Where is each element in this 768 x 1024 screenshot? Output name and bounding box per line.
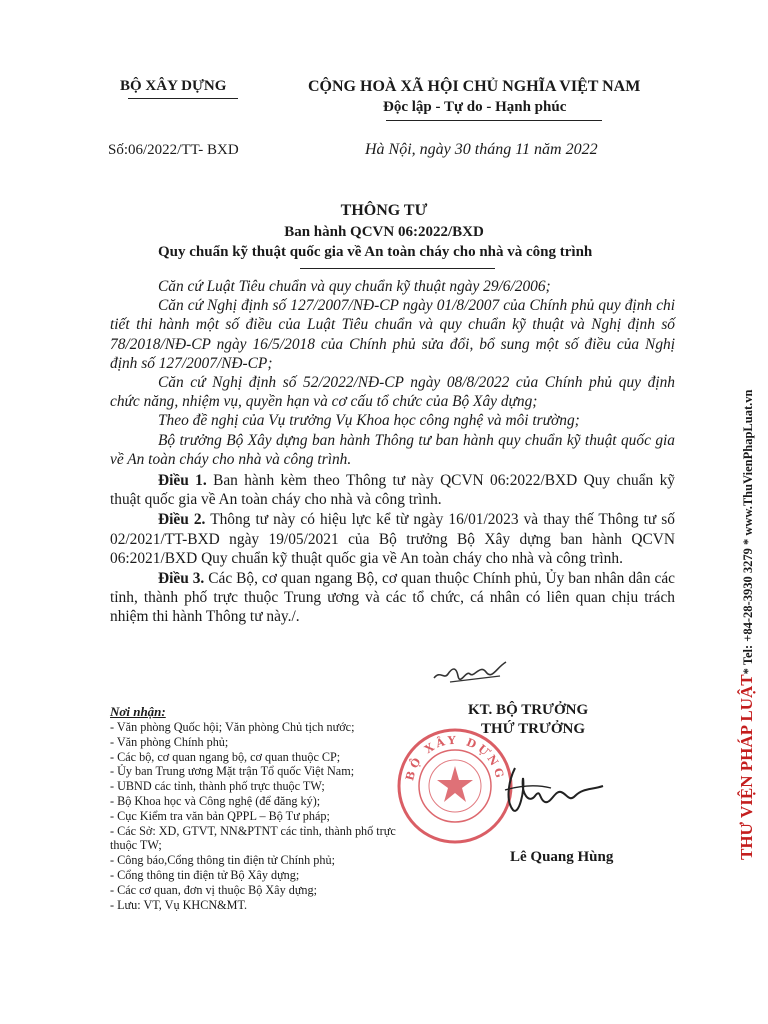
organization-underline	[128, 98, 238, 99]
article-1	[110, 471, 675, 509]
list-item: - Cục Kiểm tra văn bản QPPL – Bộ Tư pháp;	[110, 808, 330, 823]
document-number: Số:06/2022/TT- BXD	[108, 142, 239, 158]
list-item: - Văn phòng Quốc hội; Văn phòng Chủ tịch nước;	[110, 720, 355, 734]
title-line-2: Quy chuẩn kỹ thuật quốc gia về An toàn cháy cho nhà và công trình	[158, 244, 593, 260]
article-text: Thông tư này có hiệu lực kể từ ngày 16/01/2023 và thay thế Thông tư số 02/2021/TT-BXD ngày 19/05/2021 của Bộ trưởng Bộ Xây dựng ban hành QCVN 06:2021/BXD Quy chuẩn kỹ thuật quốc gia về An toàn cháy cho nhà và công trình.	[110, 511, 675, 567]
article-label: Điều 1.	[158, 472, 207, 490]
article-text: Ban hành kèm theo Thông tư này QCVN 06:2022/BXD Quy chuẩn kỹ thuật quốc gia về An toàn cháy cho nhà và công trình.	[110, 472, 675, 509]
article-text: Các Bộ, cơ quan ngang Bộ, cơ quan thuộc Chính phủ, Ủy ban nhân dân các tỉnh, thành phố trực thuộc Trung ương và các tổ chức, cá nhân có liên quan chịu trách nhiệm thi hành Thông tư này./.	[110, 570, 675, 626]
handwritten-signature	[495, 760, 605, 820]
motto-underline	[386, 120, 602, 121]
list-item: - Lưu: VT, Vụ KHCN&MT.	[110, 897, 248, 912]
signer-position-1: KT. BỘ TRƯỞNG	[468, 702, 589, 718]
document-body	[110, 277, 675, 627]
nation-title: CỘNG HOÀ XÃ HỘI CHỦ NGHĨA VIỆT NAM	[308, 78, 641, 95]
issuing-organization: BỘ XÂY DỰNG	[120, 78, 227, 94]
article-label: Điều 2.	[158, 511, 206, 529]
title-underline	[300, 268, 495, 269]
list-item: - Bộ Khoa học và Công nghệ (để đăng ký);	[110, 793, 321, 808]
initial-mark	[430, 656, 510, 686]
national-motto: Độc lập - Tự do - Hạnh phúc	[383, 99, 567, 115]
signer-name: Lê Quang Hùng	[510, 849, 614, 865]
svg-text:BỘ XÂY DỰNG: BỘ XÂY DỰNG	[403, 733, 507, 782]
preamble-paragraph: Bộ trưởng Bộ Xây dựng ban hành Thông tư ban hành quy chuẩn kỹ thuật quốc gia về An toàn cháy cho nhà và công trình.	[110, 431, 675, 468]
article-label: Điều 3.	[158, 570, 205, 588]
title-line-1: Ban hành QCVN 06:2022/BXD	[284, 224, 484, 240]
preamble-paragraph: Căn cứ Luật Tiêu chuẩn và quy chuẩn kỹ thuật ngày 29/6/2006;	[158, 278, 551, 295]
list-item: - Các bộ, cơ quan ngang bộ, cơ quan thuộc CP;	[110, 749, 341, 764]
signer-position-2: THỨ TRƯỞNG	[481, 721, 586, 737]
list-item: - Văn phòng Chính phủ;	[110, 734, 229, 749]
article-2	[110, 510, 675, 568]
watermark-brand: THƯ VIỆN PHÁP LUẬT	[737, 674, 756, 860]
place-and-date: Hà Nội, ngày 30 tháng 11 năm 2022	[365, 141, 598, 158]
preamble-paragraph: Căn cứ Nghị định số 52/2022/NĐ-CP ngày 08/8/2022 của Chính phủ quy định chức năng, nhiệm vụ, quyền hạn và cơ cấu tổ chức của Bộ Xây dựng;	[110, 374, 675, 411]
list-item: - Các cơ quan, đơn vị thuộc Bộ Xây dựng;	[110, 882, 318, 897]
preamble-paragraph: Theo đề nghị của Vụ trưởng Vụ Khoa học công nghệ và môi trường;	[158, 412, 580, 430]
list-item: - Các Sở: XD, GTVT, NN&PTNT các tỉnh, thành phố trực thuộc TW;	[110, 823, 396, 853]
article-3	[110, 569, 675, 627]
list-item: - Cổng thông tin điện tử Bộ Xây dựng;	[110, 867, 300, 882]
list-item: - Ủy ban Trung ương Mặt trận Tổ quốc Việt Nam;	[110, 764, 355, 779]
document-type: THÔNG TƯ	[340, 202, 428, 219]
recipients-title: Nơi nhận:	[110, 704, 166, 719]
side-watermark	[737, 390, 757, 860]
preamble-paragraph: Căn cứ Nghị định số 127/2007/NĐ-CP ngày 01/8/2007 của Chính phủ quy định chi tiết thi hành một số điều của Luật Tiêu chuẩn và quy chuẩn kỹ thuật và Nghị định số 78/2018/NĐ-CP ngày 16/5/2018 của Chính phủ sửa đổi, bổ sung một số điều của Nghị định số 127/2007/NĐ-CP;	[110, 297, 675, 372]
list-item: - Công báo,Cổng thông tin điện tử Chính phủ;	[110, 853, 335, 868]
watermark-contact: * Tel: +84-28-3930 3279 * www.ThuVienPhapLuat.vn	[741, 389, 755, 675]
recipients-list	[110, 720, 420, 912]
list-item: - UBND các tỉnh, thành phố trực thuộc TW;	[110, 779, 325, 794]
